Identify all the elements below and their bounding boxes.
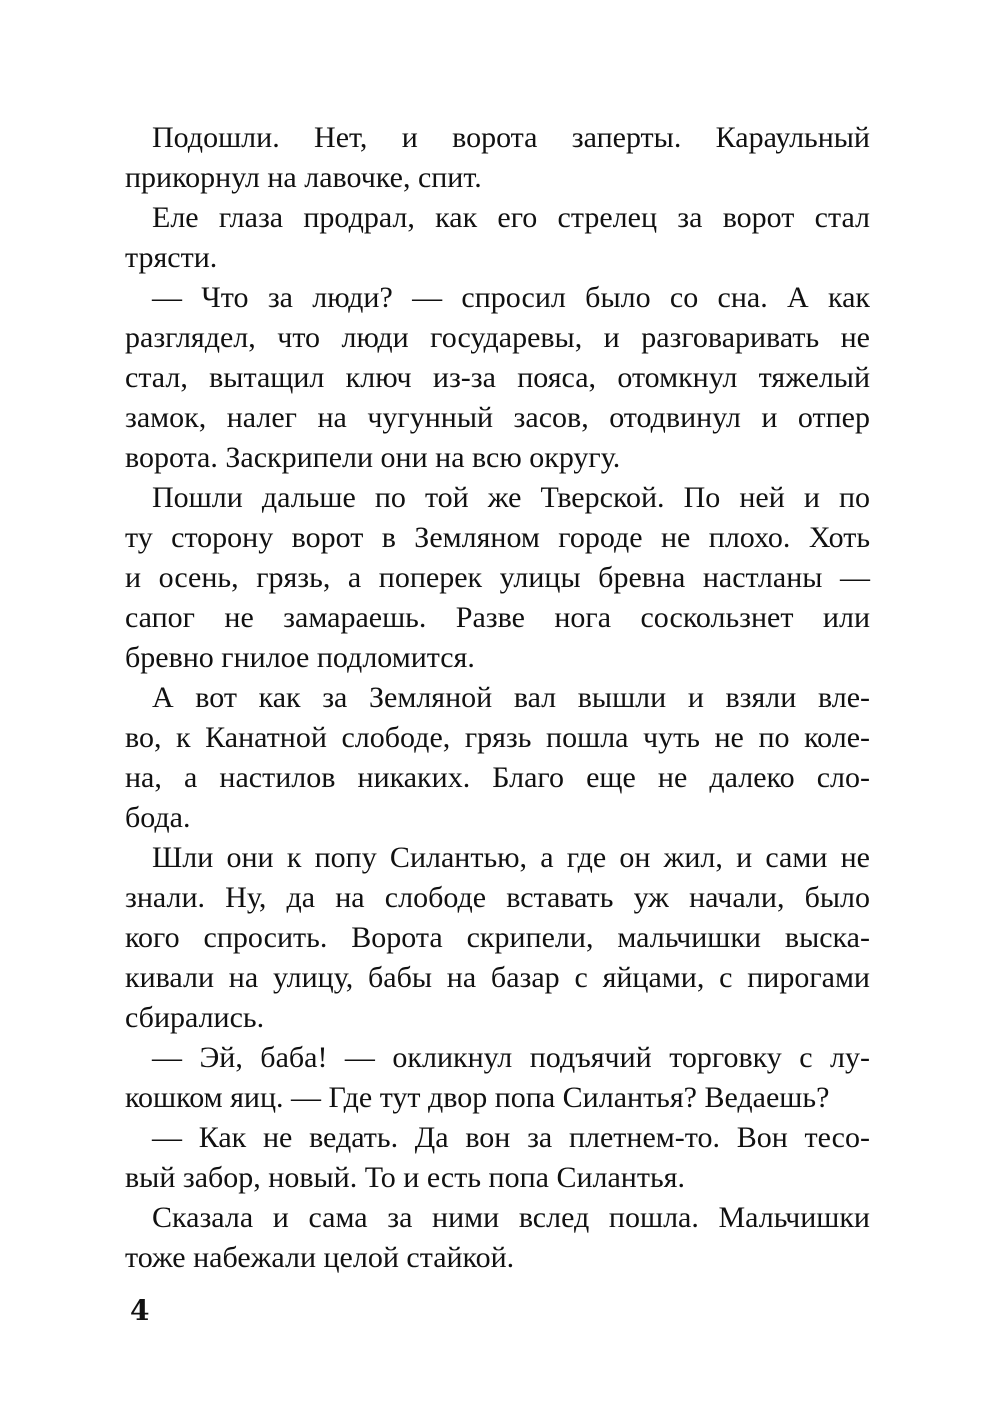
text-line: Еле глаза продрал, как его стрелец за ворот стал (152, 201, 870, 234)
text-line: вый забор, новый. То и есть попа Силантья. (125, 1161, 685, 1194)
text-line: и осень, грязь, а поперек улицы бревна настланы — (125, 561, 870, 594)
text-line: Сказала и сама за ними вслед пошла. Мальчишки (152, 1201, 870, 1234)
text-line: А вот как за Земляной вал вышли и взяли вле- (152, 681, 870, 714)
text-line: стал, вытащил ключ из-за пояса, отомкнул тяжелый (125, 361, 870, 394)
text-line: бода. (125, 801, 191, 834)
text-line: — Как не ведать. Да вон за плетнем-то. Вон тесо- (152, 1121, 870, 1154)
text-line: кого спросить. Ворота скрипели, мальчишки выска- (125, 921, 870, 954)
text-line: — Что за люди? — спросил было со сна. А как (152, 281, 870, 314)
text-line: Пошли дальше по той же Тверской. По ней и по (152, 481, 870, 514)
text-line: трясти. (125, 241, 218, 274)
text-line: ворота. Заскрипели они на всю округу. (125, 441, 621, 474)
text-line: во, к Канатной слободе, грязь пошла чуть не по коле- (125, 721, 870, 754)
text-line: знали. Ну, да на слободе вставать уж начали, было (125, 881, 870, 914)
text-line: сбирались. (125, 1001, 265, 1034)
text-line: Шли они к попу Силантью, а где он жил, и сами не (152, 841, 870, 874)
text-line: — Эй, баба! — окликнул подъячий торговку с лу- (152, 1041, 870, 1074)
text-line: кивали на улицу, бабы на базар с яйцами, с пирогами (125, 961, 870, 994)
text-line: бревно гнилое подломится. (125, 641, 475, 674)
text-line: прикорнул на лавочке, спит. (125, 161, 482, 194)
text-line: тоже набежали целой стайкой. (125, 1241, 515, 1274)
page-number: 4 (130, 1294, 150, 1327)
text-line: кошком яиц. — Где тут двор попа Силантья? Ведаешь? (125, 1081, 830, 1114)
text-line: сапог не замараешь. Разве нога соскользнет или (125, 601, 870, 634)
text-line: Подошли. Нет, и ворота заперты. Караульный (152, 121, 870, 154)
text-line: на, а настилов никаких. Благо еще не далеко сло- (125, 761, 870, 794)
text-line: замок, налег на чугунный засов, отодвинул и отпер (125, 401, 870, 434)
text-line: разглядел, что люди государевы, и разговаривать не (125, 321, 870, 354)
text-line: ту сторону ворот в Земляном городе не плохо. Хоть (125, 521, 870, 554)
